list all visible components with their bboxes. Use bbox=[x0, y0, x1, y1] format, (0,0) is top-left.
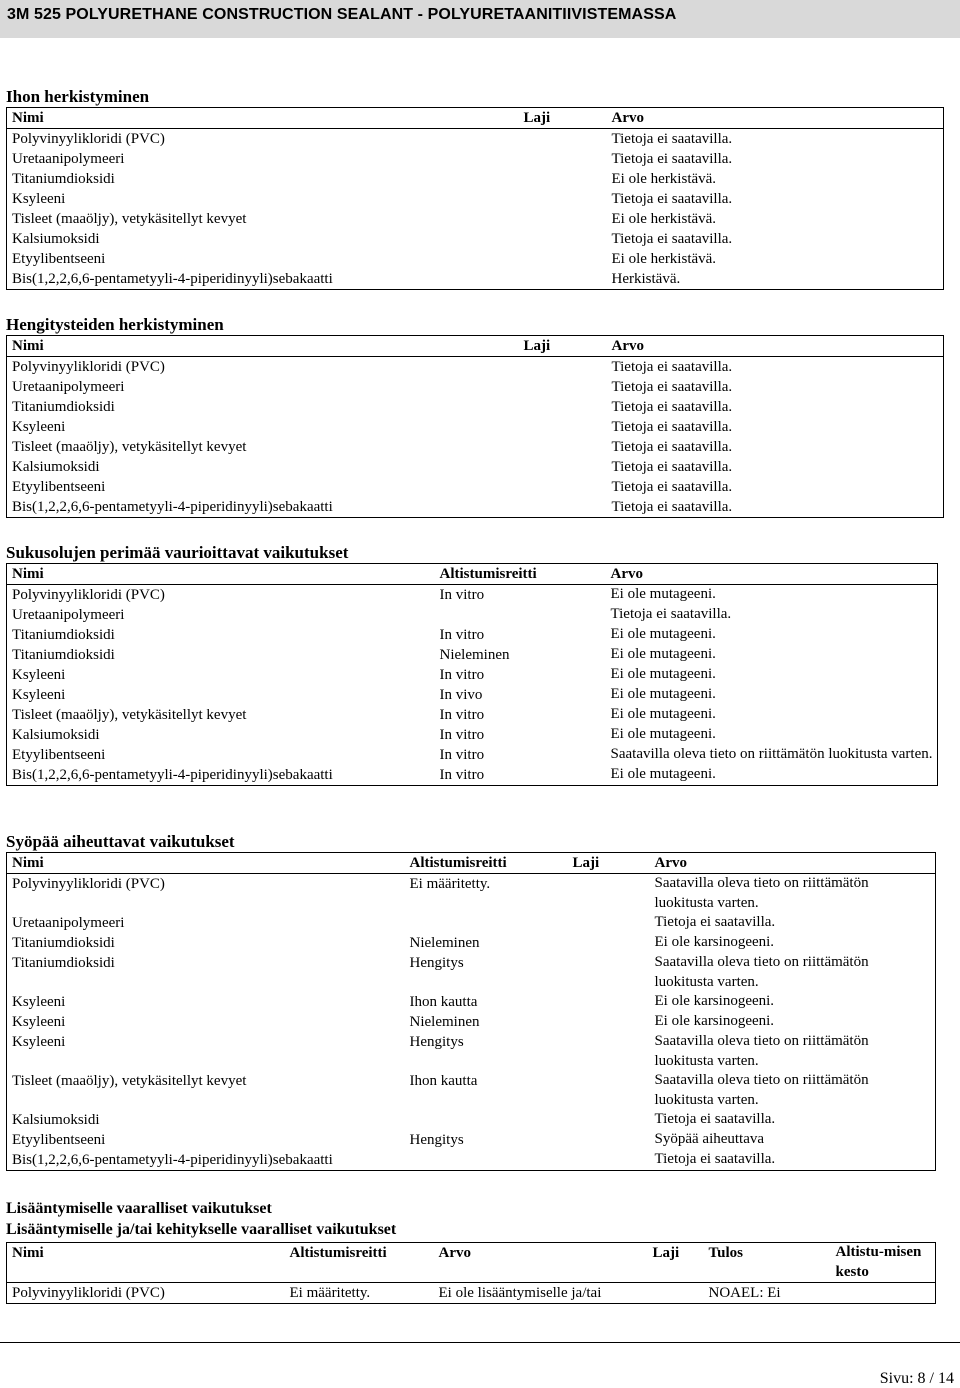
table-row bbox=[7, 685, 938, 705]
table-cell bbox=[405, 913, 568, 933]
table-row bbox=[7, 605, 938, 625]
table-cell bbox=[519, 189, 607, 209]
table-cell bbox=[519, 269, 607, 290]
table-cell: Tietoja ei saatavilla. bbox=[611, 499, 733, 515]
table-cell: Tisleet (maaöljy), vetykäsitellyt kevyet bbox=[12, 211, 247, 227]
table-cell: Ei ole mutageeni. bbox=[610, 586, 716, 602]
table-cell: Tietoja ei saatavilla. bbox=[611, 151, 733, 167]
table-cell: In vitro bbox=[439, 767, 485, 783]
table-cell: Kalsiumoksidi bbox=[12, 231, 100, 247]
column-header: Arvo bbox=[607, 336, 944, 357]
table-cell: Ei ole karsinogeeni. bbox=[654, 934, 775, 950]
table-cell: Ei määritetty. bbox=[409, 876, 491, 892]
table-cell: Titaniumdioksidi bbox=[12, 171, 115, 187]
table-row bbox=[7, 169, 944, 189]
table-cell: Ei ole mutageeni. bbox=[610, 726, 716, 742]
column-header: Arvo bbox=[606, 564, 938, 585]
table-cell: Tietoja ei saatavilla. bbox=[610, 606, 732, 622]
table-row bbox=[7, 1150, 936, 1171]
column-header: Nimi bbox=[7, 1243, 285, 1283]
table-cell: Ei ole karsinogeeni. bbox=[654, 993, 775, 1009]
table-header-row bbox=[7, 853, 936, 874]
carcinogenicity-table bbox=[6, 852, 936, 1171]
document-header bbox=[0, 0, 960, 38]
table-cell: Titaniumdioksidi bbox=[12, 399, 115, 415]
table-row bbox=[7, 1283, 936, 1304]
table-cell: Kalsiumoksidi bbox=[12, 459, 100, 475]
table-cell: In vitro bbox=[439, 667, 485, 683]
table-row bbox=[7, 497, 944, 518]
table-cell bbox=[831, 1283, 936, 1304]
table-cell: Syöpää aiheuttava bbox=[654, 1131, 765, 1147]
table-header-row bbox=[7, 108, 944, 129]
table-cell: Tietoja ei saatavilla. bbox=[611, 439, 733, 455]
table-cell bbox=[519, 457, 607, 477]
table-row bbox=[7, 625, 938, 645]
table-cell: Ei ole karsinogeeni. bbox=[654, 1013, 775, 1029]
table-cell bbox=[519, 437, 607, 457]
table-cell: Ei määritetty. bbox=[289, 1285, 371, 1301]
table-cell: Ksyleeni bbox=[12, 687, 66, 703]
table-cell: Ei ole lisääntymiselle ja/tai bbox=[438, 1285, 602, 1301]
table-cell: In vitro bbox=[439, 747, 485, 763]
table-cell: Uretaanipolymeeri bbox=[12, 151, 125, 167]
table-row bbox=[7, 745, 938, 765]
table-cell: Tisleet (maaöljy), vetykäsitellyt kevyet bbox=[12, 1073, 247, 1089]
table-cell: Polyvinyylikloridi (PVC) bbox=[12, 1285, 165, 1301]
table-cell bbox=[568, 953, 650, 992]
table-cell: Tisleet (maaöljy), vetykäsitellyt kevyet bbox=[12, 439, 247, 455]
table-cell: Hengitys bbox=[409, 1132, 464, 1148]
table-header-row bbox=[7, 336, 944, 357]
table-cell bbox=[648, 1283, 704, 1304]
skin-sensitization-table bbox=[6, 107, 944, 290]
table-cell: Bis(1,2,2,6,6-pentametyyli-4-piperidinyyli)sebakaatti bbox=[12, 499, 333, 515]
table-cell: Ihon kautta bbox=[409, 994, 478, 1010]
table-cell: Titaniumdioksidi bbox=[12, 647, 115, 663]
table-cell: Etyylibentseeni bbox=[12, 747, 106, 763]
table-row bbox=[7, 765, 938, 786]
section-title-respiratory-sensitization: Hengitysteiden herkistyminen bbox=[6, 315, 224, 334]
table-row bbox=[7, 913, 936, 933]
table-cell: Polyvinyylikloridi (PVC) bbox=[12, 876, 165, 892]
table-row bbox=[7, 149, 944, 169]
table-cell: In vitro bbox=[439, 707, 485, 723]
table-cell: Etyylibentseeni bbox=[12, 479, 106, 495]
table-cell: Herkistävä. bbox=[611, 271, 681, 287]
table-cell: Tietoja ei saatavilla. bbox=[611, 419, 733, 435]
table-cell: Ei ole herkistävä. bbox=[611, 211, 717, 227]
table-row bbox=[7, 874, 936, 914]
column-header: Altistumisreitti bbox=[285, 1243, 434, 1283]
column-header: Nimi bbox=[7, 336, 519, 357]
column-header: Arvo bbox=[434, 1243, 648, 1283]
table-cell: Uretaanipolymeeri bbox=[12, 379, 125, 395]
section-title-germ-cell-mutagenicity: Sukusolujen perimää vaurioittavat vaikutukset bbox=[6, 543, 349, 562]
table-cell: Ei ole mutageeni. bbox=[610, 686, 716, 702]
column-header: Altistu-misen kesto bbox=[831, 1243, 936, 1283]
table-row bbox=[7, 249, 944, 269]
footer-divider bbox=[0, 1342, 960, 1343]
table-row bbox=[7, 933, 936, 953]
table-cell bbox=[405, 1110, 568, 1130]
table-cell: Tisleet (maaöljy), vetykäsitellyt kevyet bbox=[12, 707, 247, 723]
table-row bbox=[7, 953, 936, 992]
table-cell: Titaniumdioksidi bbox=[12, 627, 115, 643]
table-cell: Etyylibentseeni bbox=[12, 251, 106, 267]
table-cell: Bis(1,2,2,6,6-pentametyyli-4-piperidinyyli)sebakaatti bbox=[12, 271, 333, 287]
column-header: Tulos bbox=[704, 1243, 831, 1283]
table-cell: Ei ole herkistävä. bbox=[611, 251, 717, 267]
table-row bbox=[7, 725, 938, 745]
table-row bbox=[7, 665, 938, 685]
table-cell: Bis(1,2,2,6,6-pentametyyli-4-piperidinyyli)sebakaatti bbox=[12, 767, 333, 783]
table-cell: Uretaanipolymeeri bbox=[12, 915, 125, 931]
table-cell: Hengitys bbox=[409, 1034, 464, 1050]
table-row bbox=[7, 209, 944, 229]
table-cell: Saatavilla oleva tieto on riittämätön luokitusta varten. bbox=[654, 1033, 869, 1069]
table-cell: Ksyleeni bbox=[12, 667, 66, 683]
table-cell bbox=[519, 249, 607, 269]
table-cell: Kalsiumoksidi bbox=[12, 1112, 100, 1128]
table-cell: Tietoja ei saatavilla. bbox=[611, 479, 733, 495]
table-row bbox=[7, 1071, 936, 1110]
column-header: Nimi bbox=[7, 853, 405, 874]
table-cell bbox=[568, 1032, 650, 1071]
column-header: Altistumisreitti bbox=[405, 853, 568, 874]
column-header: Nimi bbox=[7, 108, 519, 129]
table-cell: Titaniumdioksidi bbox=[12, 955, 115, 971]
table-row bbox=[7, 457, 944, 477]
column-header: Altistumisreitti bbox=[435, 564, 606, 585]
table-cell: Etyylibentseeni bbox=[12, 1132, 106, 1148]
table-cell: Kalsiumoksidi bbox=[12, 727, 100, 743]
table-cell: Ksyleeni bbox=[12, 1014, 66, 1030]
table-row bbox=[7, 1130, 936, 1150]
table-cell bbox=[568, 913, 650, 933]
table-cell bbox=[568, 1012, 650, 1032]
table-cell bbox=[519, 357, 607, 378]
table-cell: Tietoja ei saatavilla. bbox=[654, 914, 776, 930]
page-number: Sivu: 8 / 14 bbox=[879, 1370, 954, 1387]
table-row bbox=[7, 189, 944, 209]
table-cell bbox=[568, 933, 650, 953]
column-header: Arvo bbox=[607, 108, 944, 129]
respiratory-sensitization-table bbox=[6, 335, 944, 518]
table-cell bbox=[568, 874, 650, 914]
table-cell: Ksyleeni bbox=[12, 191, 66, 207]
table-cell bbox=[568, 1110, 650, 1130]
table-cell bbox=[568, 992, 650, 1012]
table-cell: Tietoja ei saatavilla. bbox=[654, 1111, 776, 1127]
table-cell: Ei ole mutageeni. bbox=[610, 626, 716, 642]
table-cell: Tietoja ei saatavilla. bbox=[611, 191, 733, 207]
table-cell: Ei ole mutageeni. bbox=[610, 766, 716, 782]
table-cell: In vitro bbox=[439, 587, 485, 603]
table-cell bbox=[519, 149, 607, 169]
table-row bbox=[7, 377, 944, 397]
table-cell: Saatavilla oleva tieto on riittämätön luokitusta varten. bbox=[654, 875, 869, 911]
table-header-row bbox=[7, 564, 938, 585]
table-row bbox=[7, 229, 944, 249]
table-cell: Tietoja ei saatavilla. bbox=[654, 1151, 776, 1167]
table-cell bbox=[519, 129, 607, 150]
table-cell: Hengitys bbox=[409, 955, 464, 971]
table-cell bbox=[519, 397, 607, 417]
table-cell: Nieleminen bbox=[409, 1014, 480, 1030]
column-header: Arvo bbox=[650, 853, 936, 874]
table-row bbox=[7, 1012, 936, 1032]
table-cell: Saatavilla oleva tieto on riittämätön luokitusta varten. bbox=[654, 1072, 869, 1108]
table-cell: Ksyleeni bbox=[12, 1034, 66, 1050]
table-cell: Ksyleeni bbox=[12, 419, 66, 435]
section-title-carcinogenicity: Syöpää aiheuttavat vaikutukset bbox=[6, 832, 235, 851]
table-row bbox=[7, 357, 944, 378]
section-subtitle-reproductive-developmental: Lisääntymiselle ja/tai kehitykselle vaaralliset vaikutukset bbox=[6, 1221, 397, 1238]
document-title: 3M 525 POLYURETHANE CONSTRUCTION SEALANT - POLYURETAANITIIVISTEMASSA bbox=[7, 6, 677, 23]
table-cell: Titaniumdioksidi bbox=[12, 935, 115, 951]
table-cell: Ksyleeni bbox=[12, 994, 66, 1010]
column-header: Laji bbox=[519, 108, 607, 129]
germ-cell-mutagenicity-table bbox=[6, 563, 938, 786]
table-cell bbox=[519, 477, 607, 497]
table-row bbox=[7, 269, 944, 290]
table-cell: Tietoja ei saatavilla. bbox=[611, 379, 733, 395]
table-row bbox=[7, 417, 944, 437]
table-row bbox=[7, 705, 938, 725]
table-cell bbox=[568, 1150, 650, 1171]
table-cell bbox=[568, 1130, 650, 1150]
table-cell: In vitro bbox=[439, 727, 485, 743]
table-cell bbox=[519, 417, 607, 437]
table-cell: NOAEL: Ei bbox=[708, 1285, 781, 1301]
column-header: Nimi bbox=[7, 564, 435, 585]
table-cell: Tietoja ei saatavilla. bbox=[611, 399, 733, 415]
table-cell bbox=[519, 377, 607, 397]
column-header: Laji bbox=[568, 853, 650, 874]
table-cell: Polyvinyylikloridi (PVC) bbox=[12, 359, 165, 375]
table-cell: Polyvinyylikloridi (PVC) bbox=[12, 131, 165, 147]
table-cell: In vivo bbox=[439, 687, 483, 703]
table-cell: Tietoja ei saatavilla. bbox=[611, 131, 733, 147]
table-cell: Ei ole mutageeni. bbox=[610, 646, 716, 662]
table-cell: Tietoja ei saatavilla. bbox=[611, 231, 733, 247]
table-row bbox=[7, 992, 936, 1012]
table-cell: Ei ole mutageeni. bbox=[610, 706, 716, 722]
table-row bbox=[7, 585, 938, 606]
column-header: Laji bbox=[648, 1243, 704, 1283]
table-cell: Bis(1,2,2,6,6-pentametyyli-4-piperidinyyli)sebakaatti bbox=[12, 1152, 333, 1168]
table-cell bbox=[435, 605, 606, 625]
table-cell bbox=[519, 229, 607, 249]
table-cell: Saatavilla oleva tieto on riittämätön luokitusta varten. bbox=[610, 746, 933, 762]
table-cell bbox=[568, 1071, 650, 1110]
table-cell: Tietoja ei saatavilla. bbox=[611, 359, 733, 375]
section-title-skin-sensitization: Ihon herkistyminen bbox=[6, 87, 150, 106]
table-cell bbox=[519, 209, 607, 229]
table-cell: Uretaanipolymeeri bbox=[12, 607, 125, 623]
column-header: Laji bbox=[519, 336, 607, 357]
table-row bbox=[7, 645, 938, 665]
table-row bbox=[7, 1032, 936, 1071]
table-cell bbox=[519, 497, 607, 518]
table-cell: Saatavilla oleva tieto on riittämätön luokitusta varten. bbox=[654, 954, 869, 990]
table-cell bbox=[519, 169, 607, 189]
table-row bbox=[7, 1110, 936, 1130]
table-row bbox=[7, 129, 944, 150]
table-cell: Nieleminen bbox=[439, 647, 510, 663]
table-cell: In vitro bbox=[439, 627, 485, 643]
table-row bbox=[7, 477, 944, 497]
reproductive-toxicity-table bbox=[6, 1242, 936, 1304]
table-cell: Ei ole mutageeni. bbox=[610, 666, 716, 682]
table-cell bbox=[405, 1150, 568, 1171]
table-row bbox=[7, 397, 944, 417]
table-cell: Tietoja ei saatavilla. bbox=[611, 459, 733, 475]
table-cell: Polyvinyylikloridi (PVC) bbox=[12, 587, 165, 603]
table-cell: Nieleminen bbox=[409, 935, 480, 951]
table-cell: Ei ole herkistävä. bbox=[611, 171, 717, 187]
table-header-row bbox=[7, 1243, 936, 1283]
section-title-reproductive-toxicity: Lisääntymiselle vaaralliset vaikutukset bbox=[6, 1200, 272, 1217]
table-row bbox=[7, 437, 944, 457]
table-cell: Ihon kautta bbox=[409, 1073, 478, 1089]
